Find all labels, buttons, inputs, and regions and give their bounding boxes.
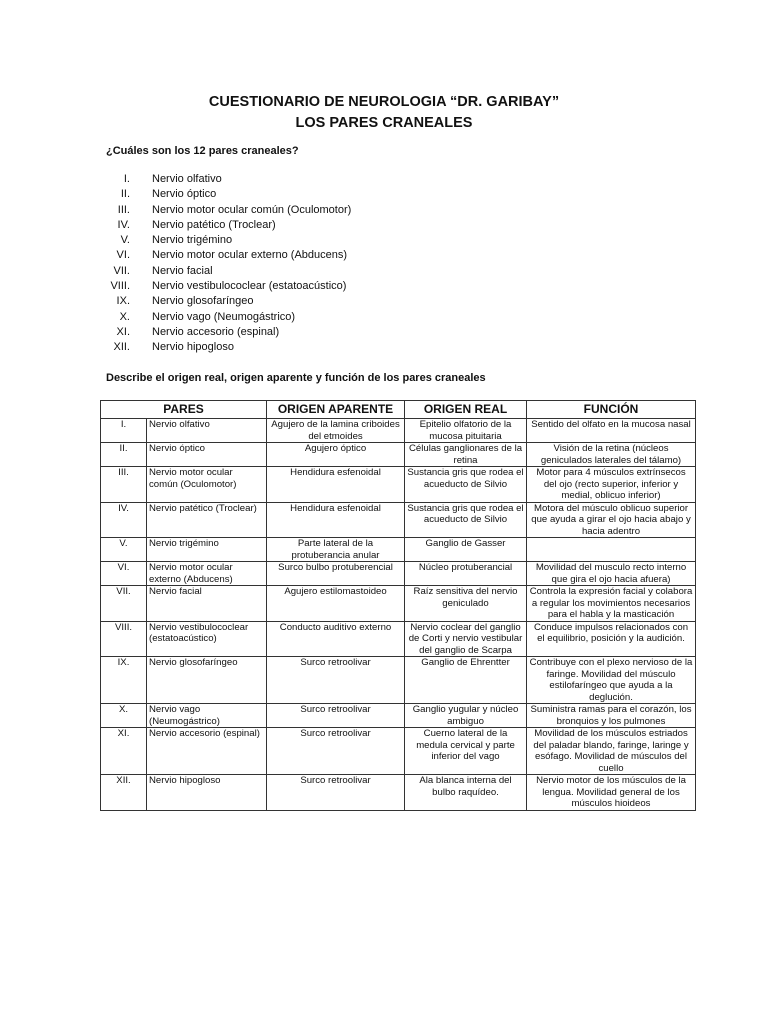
header-origen-real: ORIGEN REAL (405, 401, 527, 419)
table-header-row (101, 401, 696, 419)
list-item-label: Nervio trigémino (152, 234, 233, 247)
cell-origen-aparente: Hendidura esfenoidal (267, 502, 405, 538)
cell-origen-real: Cuerno lateral de la medula cervical y parte inferior del vago (405, 728, 527, 775)
cell-number: III. (101, 467, 147, 503)
header-funcion: FUNCIÓN (527, 401, 696, 419)
cell-funcion: Motora del músculo oblicuo superior que ayuda a girar el ojo hacia abajo y hacia adentro (527, 502, 696, 538)
cell-number: XI. (101, 728, 147, 775)
list-item-number: III. (117, 203, 130, 216)
list-item-number: VIII. (110, 280, 130, 293)
table-row (101, 586, 696, 622)
cell-nerve-name: Nervio trigémino (147, 538, 267, 562)
list-item-number: X. (119, 310, 130, 323)
cell-origen-aparente: Agujero óptico (267, 443, 405, 467)
cell-origen-aparente: Agujero de la lamina criboides del etmoides (267, 419, 405, 443)
table-row (101, 502, 696, 538)
list-item (100, 172, 351, 187)
cell-origen-real: Raíz sensitiva del nervio geniculado (405, 586, 527, 622)
list-item-label: Nervio motor ocular externo (Abducens) (152, 249, 348, 262)
list-item-label: Nervio óptico (152, 188, 217, 201)
cell-origen-aparente: Surco retroolivar (267, 728, 405, 775)
list-item-label: Nervio vestibulococlear (estatoacústico) (152, 280, 347, 293)
cell-funcion: Nervio motor de los músculos de la lengua. Movilidad general de los músculos hioideos (527, 775, 696, 811)
cell-origen-real: Núcleo protuberancial (405, 562, 527, 586)
table-row (101, 419, 696, 443)
list-item-number: IX. (116, 295, 130, 308)
list-item-label: Nervio glosofaríngeo (152, 295, 254, 308)
cell-number: V. (101, 538, 147, 562)
cell-nerve-name: Nervio hipogloso (147, 775, 267, 811)
list-item (100, 340, 351, 355)
table-row (101, 704, 696, 728)
list-item-number: IV. (117, 218, 130, 231)
cell-number: X. (101, 704, 147, 728)
document-subtitle: LOS PARES CRANEALES (295, 115, 473, 131)
list-item-number: VI. (116, 249, 130, 262)
cell-nerve-name: Nervio accesorio (espinal) (147, 728, 267, 775)
cell-origen-aparente: Surco retroolivar (267, 775, 405, 811)
cell-number: VIII. (101, 621, 147, 657)
cell-funcion: Visión de la retina (núcleos geniculados laterales del tálamo) (527, 443, 696, 467)
cell-funcion: Movilidad de los músculos estriados del paladar blando, faringe, laringe y esófago. Movilidad de músculos del cuello (527, 728, 696, 775)
cell-nerve-name: Nervio patético (Troclear) (147, 502, 267, 538)
cell-funcion (527, 538, 696, 562)
table-row (101, 538, 696, 562)
cell-number: VI. (101, 562, 147, 586)
list-item-label: Nervio olfativo (152, 173, 222, 185)
cell-funcion: Sentido del olfato en la mucosa nasal (527, 419, 696, 443)
cell-origen-aparente: Parte lateral de la protuberancia anular (267, 538, 405, 562)
cell-origen-real: Sustancia gris que rodea el acueducto de Silvio (405, 502, 527, 538)
cranial-nerves-table (100, 400, 696, 811)
cell-origen-aparente: Hendidura esfenoidal (267, 467, 405, 503)
list-item (100, 279, 351, 294)
cranial-pairs-list (100, 172, 351, 356)
cell-origen-aparente: Conducto auditivo externo (267, 621, 405, 657)
cell-origen-real: Células ganglionares de la retina (405, 443, 527, 467)
list-item (100, 325, 351, 340)
question-2: Describe el origen real, origen aparente y función de los pares craneales (106, 372, 486, 384)
cell-nerve-name: Nervio facial (147, 586, 267, 622)
cell-origen-aparente: Surco retroolivar (267, 657, 405, 704)
cell-nerve-name: Nervio motor ocular externo (Abducens) (147, 562, 267, 586)
table-row (101, 562, 696, 586)
list-item-label: Nervio patético (Troclear) (152, 218, 276, 231)
table-row (101, 775, 696, 811)
list-item (100, 187, 351, 202)
cell-origen-real: Ganglio de Ehrentter (405, 657, 527, 704)
list-item (100, 248, 351, 263)
header-origen-aparente: ORIGEN APARENTE (267, 401, 405, 419)
question-1: ¿Cuáles son los 12 pares craneales? (106, 145, 299, 157)
cell-nerve-name: Nervio vago (Neumogástrico) (147, 704, 267, 728)
table-row (101, 621, 696, 657)
cell-number: VII. (101, 586, 147, 622)
list-item (100, 264, 351, 279)
cell-funcion: Motor para 4 músculos extrínsecos del ojo (recto superior, inferior y medial, oblicuo inferior) (527, 467, 696, 503)
cell-funcion: Contribuye con el plexo nervioso de la faringe. Movilidad del músculo estilofaríngeo que ayuda a la deglución. (527, 657, 696, 704)
cell-funcion: Movilidad del musculo recto interno que gira el ojo hacia afuera) (527, 562, 696, 586)
cell-origen-real: Ganglio de Gasser (405, 538, 527, 562)
cell-origen-real: Sustancia gris que rodea el acueducto de Silvio (405, 467, 527, 503)
list-item (100, 233, 351, 248)
list-item-label: Nervio vago (Neumogástrico) (152, 310, 296, 323)
table-row (101, 467, 696, 503)
cell-origen-aparente: Agujero estilomastoideo (267, 586, 405, 622)
header-pares: PARES (101, 401, 267, 419)
list-item-number: II. (120, 188, 130, 201)
list-item (100, 310, 351, 325)
cell-nerve-name: Nervio olfativo (147, 419, 267, 443)
cell-origen-real: Ganglio yugular y núcleo ambiguo (405, 704, 527, 728)
cell-origen-real: Ala blanca interna del bulbo raquídeo. (405, 775, 527, 811)
list-item-label: Nervio facial (152, 264, 213, 277)
cell-number: IV. (101, 502, 147, 538)
cell-funcion: Conduce impulsos relacionados con el equilibrio, posición y la audición. (527, 621, 696, 657)
cell-nerve-name: Nervio motor ocular común (Oculomotor) (147, 467, 267, 503)
table-row (101, 443, 696, 467)
cell-number: IX. (101, 657, 147, 704)
cell-nerve-name: Nervio glosofaríngeo (147, 657, 267, 704)
title-block (0, 92, 768, 134)
cell-funcion: Controla la expresión facial y colabora a regular los movimientos necesarios para el habla y la masticación (527, 586, 696, 622)
list-item (100, 203, 351, 218)
list-item-label: Nervio motor ocular común (Oculomotor) (152, 203, 352, 216)
list-item-number: I. (123, 173, 130, 185)
cell-number: I. (101, 419, 147, 443)
list-item-number: V. (120, 234, 130, 247)
cell-number: XII. (101, 775, 147, 811)
list-item-number: XII. (113, 341, 130, 354)
cell-origen-real: Epitelio olfatorio de la mucosa pituitaria (405, 419, 527, 443)
list-item-label: Nervio hipogloso (152, 341, 234, 354)
cell-origen-aparente: Surco bulbo protuberencial (267, 562, 405, 586)
cell-origen-aparente: Surco retroolivar (267, 704, 405, 728)
table-row (101, 728, 696, 775)
list-item (100, 294, 351, 309)
cell-number: II. (101, 443, 147, 467)
cell-origen-real: Nervio coclear del ganglio de Corti y nervio vestibular del ganglio de Scarpa (405, 621, 527, 657)
cell-nerve-name: Nervio vestibulococlear (estatoacústico) (147, 621, 267, 657)
cell-nerve-name: Nervio óptico (147, 443, 267, 467)
document-title: CUESTIONARIO DE NEUROLOGIA “DR. GARIBAY” (208, 94, 560, 110)
list-item (100, 218, 351, 233)
cell-funcion: Suministra ramas para el corazón, los bronquios y los pulmones (527, 704, 696, 728)
list-item-number: XI. (116, 325, 130, 338)
list-item-number: VII. (113, 264, 130, 277)
table-row (101, 657, 696, 704)
list-item-label: Nervio accesorio (espinal) (152, 325, 280, 338)
